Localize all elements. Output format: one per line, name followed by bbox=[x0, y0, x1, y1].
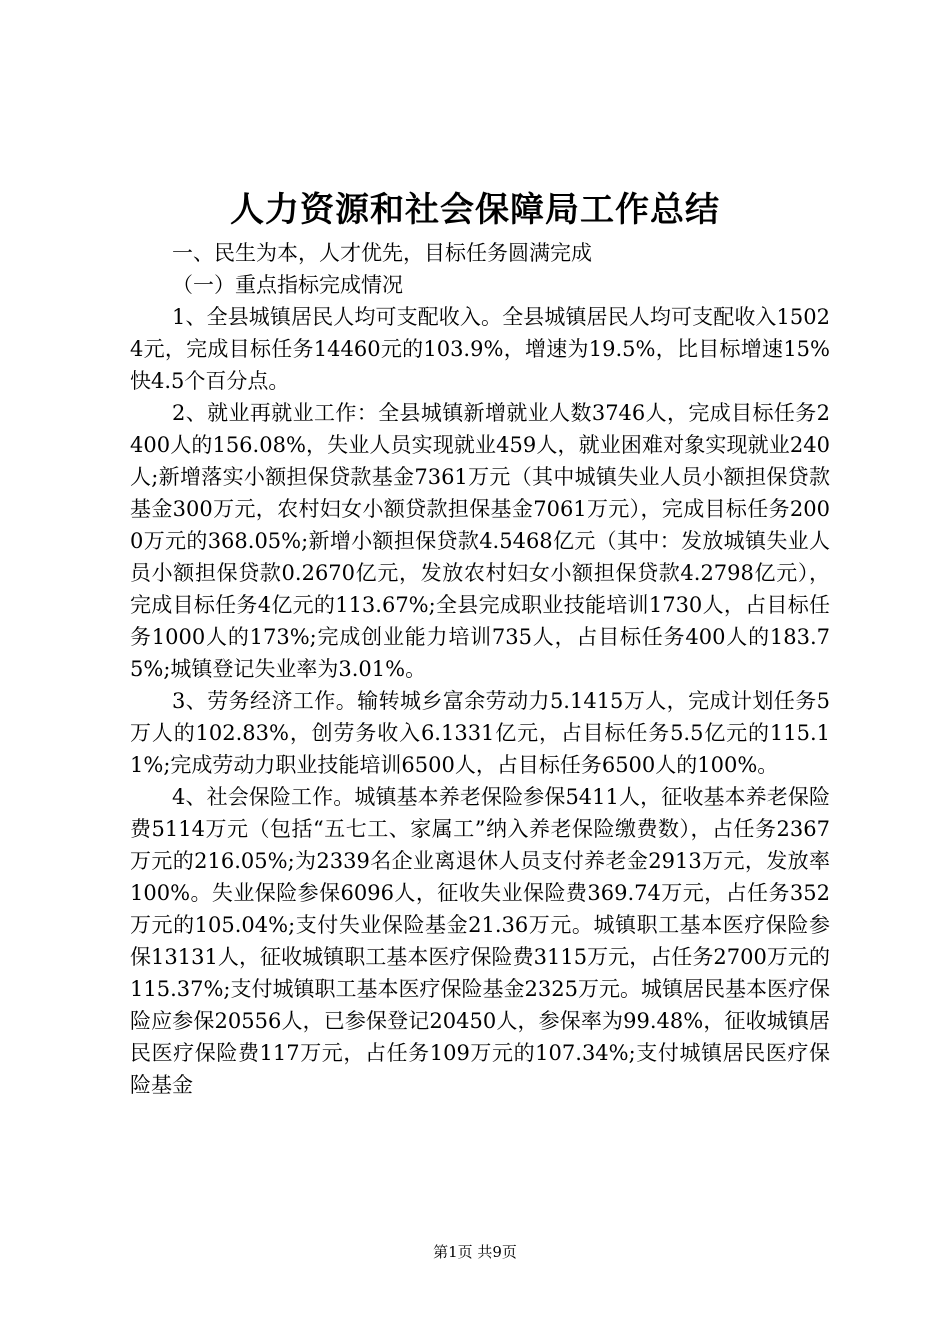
page-footer: 第1页 共9页 bbox=[433, 1243, 517, 1261]
paragraph-employment: 2、就业再就业工作：全县城镇新增就业人数3746人，完成目标任务2400人的156.08%，失业人员实现就业459人，就业困难对象实现就业240人;新增落实小额担保贷款基金7361万元（其中城镇失业人员小额担保贷款基金300万元，农村妇女小额贷款担保基金7061万元），完成目标任务2000万元的368.05%;新增小额担保贷款4.5468亿元（其中：发放城镇失业人员小额担保贷款0.2670亿元，发放农村妇女小额担保贷款4.2798亿元），完成目标任务4亿元的113.67%;全县完成职业技能培训1730人，占目标任务1000人的173%;完成创业能力培训735人，占目标任务400人的183.75%;城镇登记失业率为3.01%。 bbox=[130, 401, 830, 681]
paragraph-social-insurance: 4、社会保险工作。城镇基本养老保险参保5411人，征收基本养老保险费5114万元（包括“五七工、家属工”纳入养老保险缴费数），占任务2367万元的216.05%;为2339名企业离退休人员支付养老金2913万元，发放率100%。失业保险参保6096人，征收失业保险费369.74万元，占任务352万元的105.04%;支付失业保险基金21.36万元。城镇职工基本医疗保险参保13131人，征收城镇职工基本医疗保险费3115万元，占任务2700万元的115.37%;支付城镇职工基本医疗保险基金2325万元。城镇居民基本医疗保险应参保20556人，已参保登记20450人，参保率为99.48%，征收城镇居民医疗保险费117万元，占任务109万元的107.34%;支付城镇居民医疗保险基金 bbox=[130, 785, 830, 1097]
subsection-heading: （一）重点指标完成情况 bbox=[172, 273, 403, 297]
paragraph-income: 1、全县城镇居民人均可支配收入。全县城镇居民人均可支配收入15024元，完成目标任务14460元的103.9%，增速为19.5%，比目标增速15%快4.5个百分点。 bbox=[130, 305, 830, 393]
document-body bbox=[130, 237, 830, 1101]
document-title: 人力资源和社会保障局工作总结 bbox=[230, 190, 720, 230]
section-heading: 一、民生为本，人才优先，目标任务圆满完成 bbox=[172, 241, 592, 265]
paragraph-labor-economy: 3、劳务经济工作。输转城乡富余劳动力5.1415万人，完成计划任务5万人的102.83%，创劳务收入6.1331亿元，占目标任务5.5亿元的115.11%;完成劳动力职业技能培训6500人，占目标任务6500人的100%。 bbox=[130, 689, 830, 777]
